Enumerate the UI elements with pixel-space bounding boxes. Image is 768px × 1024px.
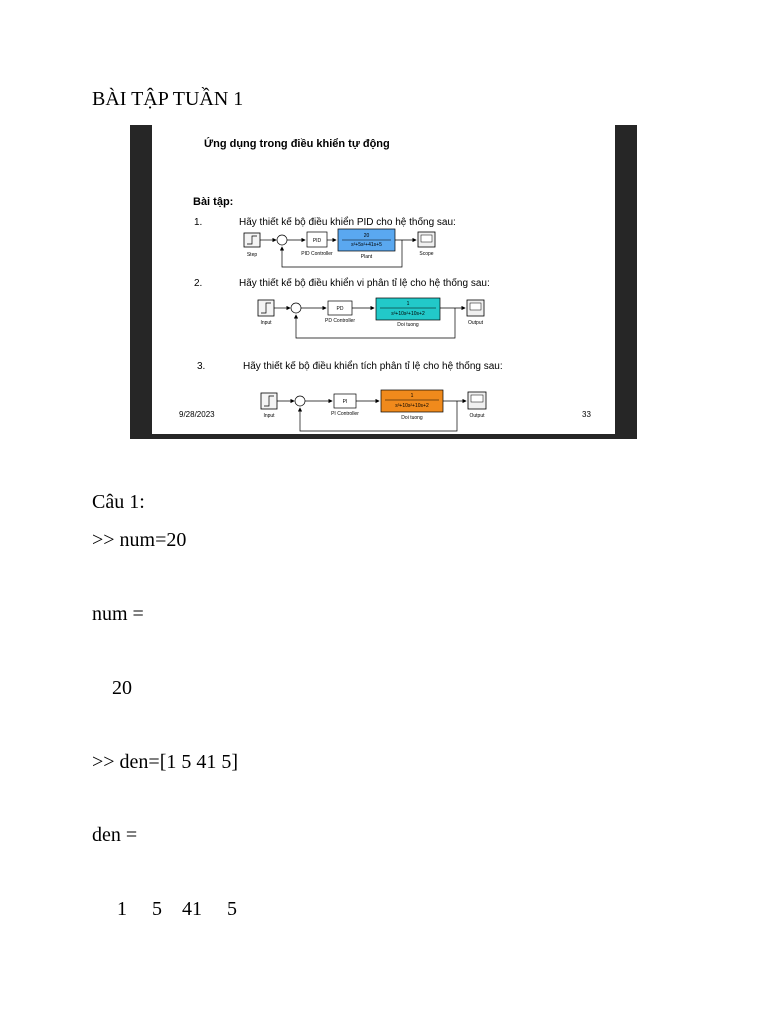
slide-heading: Ứng dụng trong điều khiển tự động <box>204 138 390 150</box>
problem-1-text: Hãy thiết kế bộ điều khiển PID cho hệ thống sau: <box>239 217 456 228</box>
output-label: Output <box>469 413 485 419</box>
input-label: Input <box>263 413 275 419</box>
plant-label: Doi tuong <box>401 415 423 421</box>
document-title: BÀI TẬP TUẦN 1 <box>92 88 244 110</box>
problem-3 <box>197 360 503 431</box>
slide-image <box>130 125 637 439</box>
controller-name: PID <box>312 238 322 244</box>
matlab-command-den: >> den=[1 5 41 5] <box>92 751 239 773</box>
slide-subheading: Bài tập: <box>193 196 234 208</box>
matlab-output-value-den: 1 5 41 5 <box>92 898 237 920</box>
slide-canvas <box>152 125 615 434</box>
problem-2 <box>194 277 490 338</box>
problem-2-text: Hãy thiết kế bộ điều khiển vi phân tỉ lệ cho hệ thống sau: <box>239 278 490 289</box>
controller-name: PD <box>336 306 344 312</box>
controller-name: PI <box>342 399 348 405</box>
sum-block <box>295 396 305 406</box>
tf-numerator: 1 <box>406 301 410 307</box>
problem-3-number: 3. <box>197 361 206 372</box>
step-label: Step <box>246 252 258 258</box>
tf-numerator: 1 <box>410 393 414 399</box>
plant-label: Plant <box>360 254 373 260</box>
matlab-command-num: >> num=20 <box>92 529 187 551</box>
slide-date: 9/28/2023 <box>179 410 215 419</box>
plant-label: Doi tuong <box>397 322 419 328</box>
matlab-output-value-num: 20 <box>92 677 132 699</box>
tf-numerator: 20 <box>363 233 370 239</box>
controller-label: PID Controller <box>301 251 333 257</box>
matlab-output-label-den: den = <box>92 824 138 846</box>
slide-page-number: 33 <box>582 410 591 419</box>
matlab-output-label-num: num = <box>92 603 144 625</box>
problem-3-text: Hãy thiết kế bộ điều khiển tích phân tỉ lệ cho hệ thống sau: <box>243 361 503 372</box>
problem-1-number: 1. <box>194 217 203 228</box>
sum-block <box>291 303 301 313</box>
tf-denominator: s³+10s²+10s+2 <box>395 403 429 409</box>
controller-label: PI Controller <box>331 411 359 417</box>
slide-diagrams <box>152 125 615 434</box>
output-label: Output <box>467 320 484 326</box>
input-label: Input <box>260 320 272 326</box>
sum-block <box>277 235 287 245</box>
problem-2-number: 2. <box>194 278 203 289</box>
tf-denominator: s³+5s²+41s+5 <box>351 242 382 248</box>
problem-1 <box>194 216 456 267</box>
scope-label: Scope <box>419 251 434 257</box>
tf-denominator: s³+10s²+10s+2 <box>391 311 425 317</box>
question-heading: Câu 1: <box>92 491 145 513</box>
controller-label: PD Controller <box>324 318 356 324</box>
